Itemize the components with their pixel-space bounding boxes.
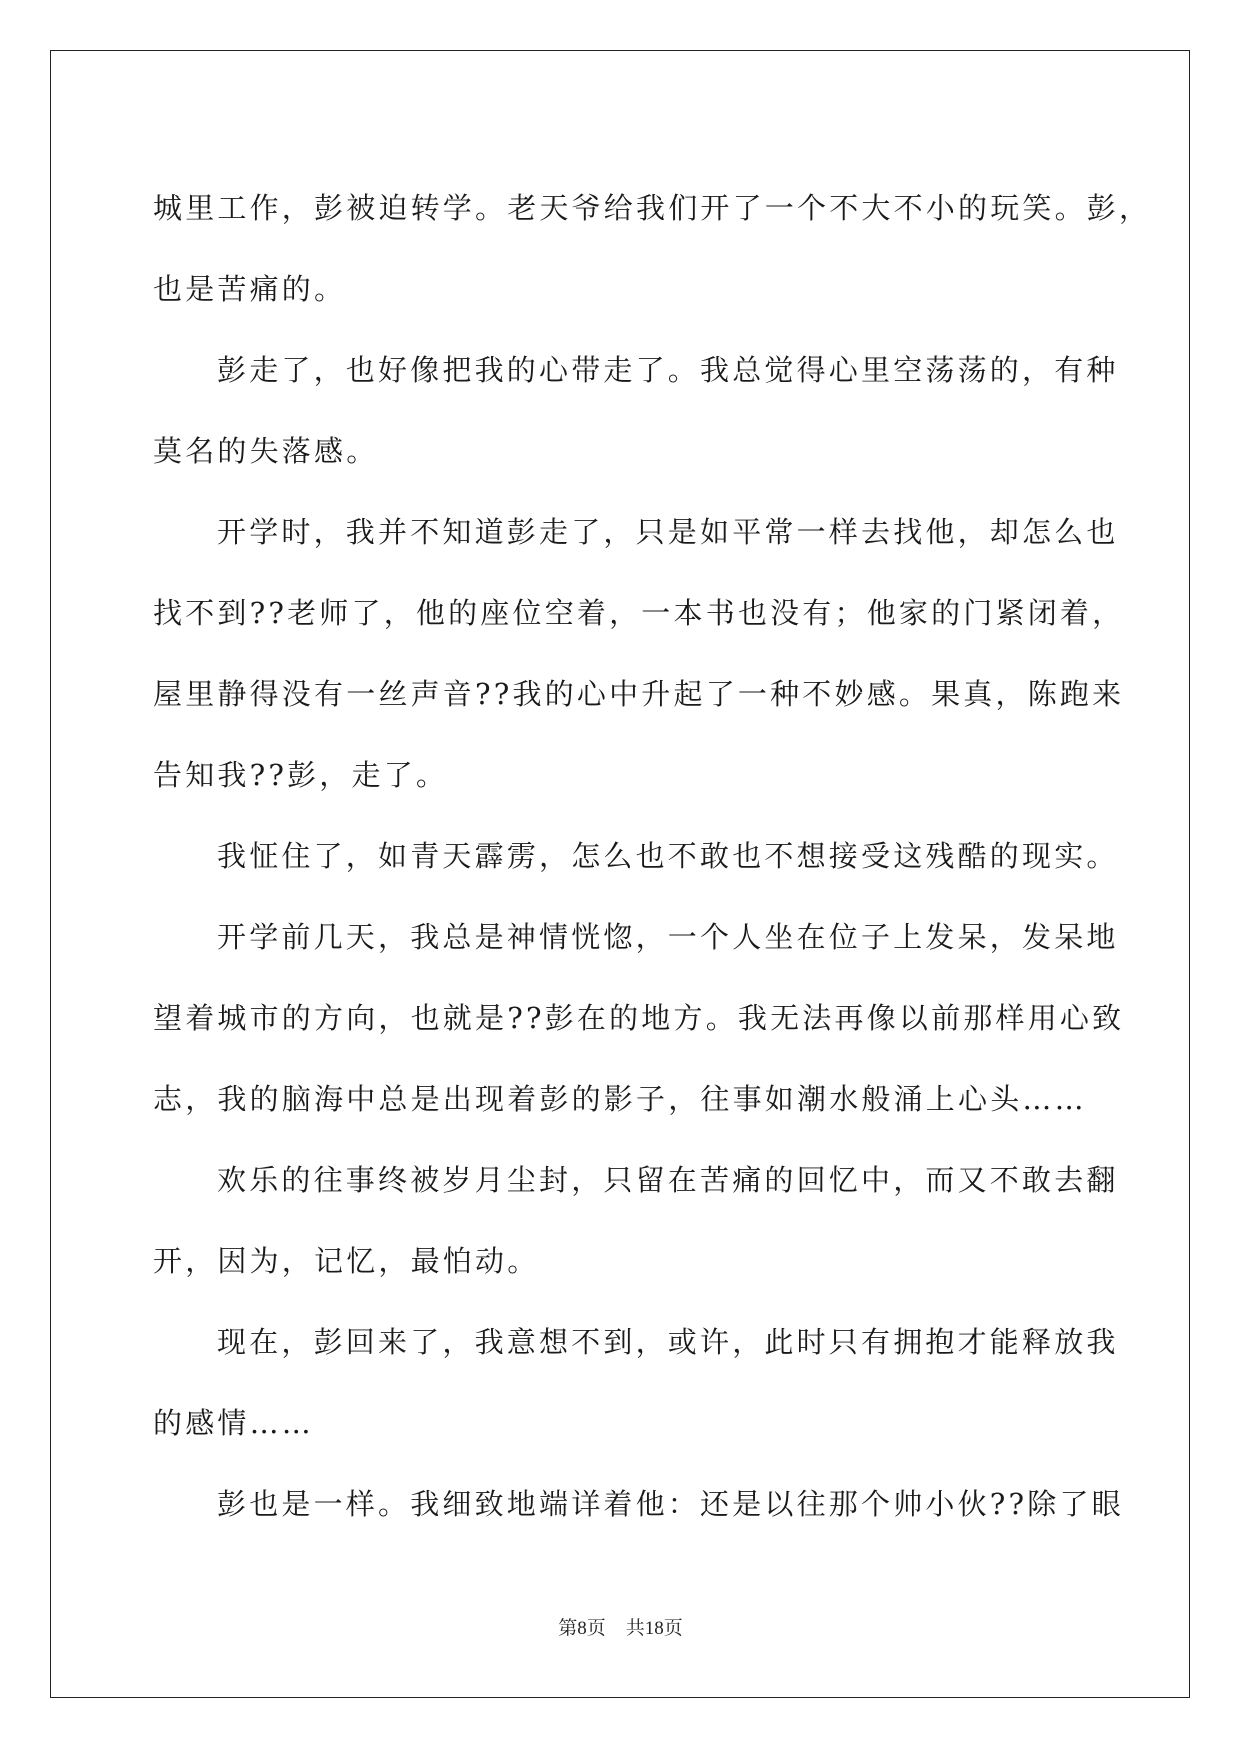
document-body	[153, 168, 1152, 1545]
text-line: 现在，彭回来了，我意想不到，或许，此时只有拥抱才能释放我	[217, 1325, 1119, 1359]
text-line: 志，我的脑海中总是出现着彭的影子，往事如潮水般涌上心头……	[153, 1082, 1087, 1116]
text-line: 城里工作，彭被迫转学。老天爷给我们开了一个不大不小的玩笑。彭，	[153, 191, 1152, 225]
page-number: 第8页	[558, 1618, 606, 1639]
text-line: 告知我??彭，走了。	[153, 758, 449, 792]
page-total: 共18页	[625, 1618, 683, 1639]
text-line: 彭也是一样。我细致地端详着他：还是以往那个帅小伙??除了眼	[217, 1487, 1124, 1521]
text-line: 开学前几天，我总是神情恍惚，一个人坐在位子上发呆，发呆地	[217, 920, 1119, 954]
text-line: 找不到??老师了，他的座位空着，一本书也没有；他家的门紧闭着，	[153, 596, 1125, 630]
text-line: 彭走了，也好像把我的心带走了。我总觉得心里空荡荡的，有种	[217, 353, 1119, 387]
text-line: 开，因为，记忆，最怕动。	[153, 1244, 540, 1278]
page-footer	[0, 1613, 1241, 1640]
text-line: 开学时，我并不知道彭走了，只是如平常一样去找他，却怎么也	[217, 515, 1119, 549]
text-line: 的感情……	[153, 1406, 315, 1440]
text-line: 也是苦痛的。	[153, 272, 347, 306]
text-line: 屋里静得没有一丝声音??我的心中升起了一种不妙感。果真，陈跑来	[153, 677, 1125, 711]
text-line: 望着城市的方向，也就是??彭在的地方。我无法再像以前那样用心致	[153, 1001, 1125, 1035]
text-line: 我怔住了，如青天霹雳，怎么也不敢也不想接受这残酷的现实。	[217, 839, 1119, 873]
text-line: 莫名的失落感。	[153, 434, 379, 468]
text-line: 欢乐的往事终被岁月尘封，只留在苦痛的回忆中，而又不敢去翻	[217, 1163, 1119, 1197]
